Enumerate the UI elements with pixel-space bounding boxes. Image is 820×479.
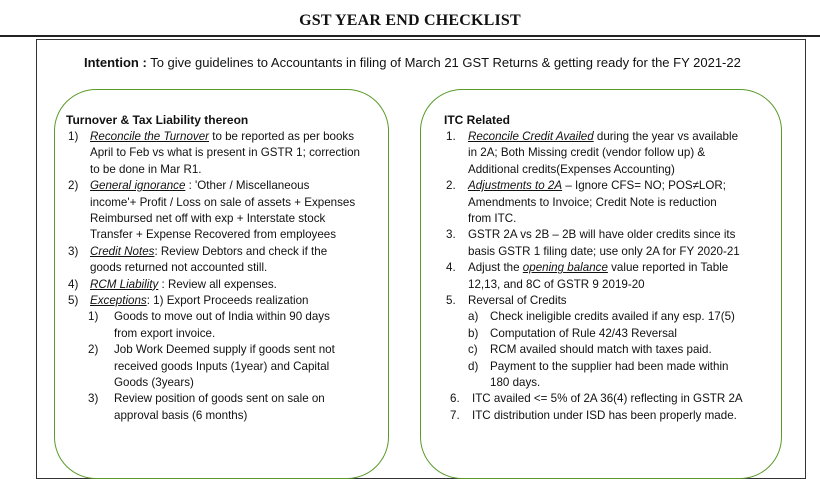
list-item-text [490, 309, 735, 325]
item-text: RCM availed should match with taxes paid. [490, 343, 712, 357]
list-item-text [90, 162, 202, 178]
item-text: April to Feb vs what is present in GSTR 1; correction [90, 146, 360, 160]
item-text: value reported in Table [607, 261, 729, 275]
intention-statement [84, 55, 784, 70]
intention-text: To give guidelines to Accountants in filing of March 21 GST Returns & getting ready for the FY 2021-22 [146, 55, 741, 70]
list-item-text [90, 211, 325, 227]
underlined-term: General ignorance [90, 179, 186, 193]
list-item-number: b) [468, 326, 479, 340]
list-item-text [90, 129, 354, 145]
item-text: 180 days. [490, 376, 541, 389]
list-item-number: 1. [446, 130, 456, 143]
list-item-text [114, 408, 247, 424]
item-text: 12,13, and 8C of GSTR 9 2019-20 [468, 277, 645, 291]
item-text: during the year vs available [593, 130, 739, 143]
item-text: goods returned not accounted still. [90, 261, 268, 275]
underlined-term: Reconcile the Turnover [90, 130, 209, 143]
list-item-number: 6. [450, 392, 460, 406]
item-text: Amendments to Invoice; Credit Note is reduction [468, 195, 717, 209]
item-text: Adjust the [468, 261, 523, 275]
item-text: from ITC. [468, 212, 517, 225]
item-text: Goods to move out of India within 90 days [114, 310, 330, 324]
list-item-text [468, 244, 740, 260]
list-item-number: 1) [88, 310, 99, 324]
list-item-number: a) [468, 310, 479, 324]
list-item-text [490, 326, 677, 342]
list-item-text [468, 178, 726, 194]
list-item-text [90, 227, 336, 243]
item-text: Job Work Deemed supply if goods sent not [114, 343, 335, 357]
list-item-number: 5) [68, 294, 79, 307]
item-text: : Review all expenses. [158, 277, 277, 291]
item-text: Payment to the supplier had been made within [490, 359, 729, 373]
list-item-text [468, 293, 567, 309]
title-divider [0, 35, 820, 37]
list-item-text [90, 244, 327, 260]
item-text: Additional credits(Expenses Accounting) [468, 162, 675, 176]
list-item-number: c) [468, 343, 478, 357]
list-item-text [472, 408, 737, 424]
list-item-text [90, 277, 277, 293]
item-text: Goods (3years) [114, 376, 194, 389]
list-item-text [468, 260, 728, 276]
item-text: Review position of goods sent on sale on [114, 392, 325, 406]
underlined-term: Exceptions [90, 294, 147, 307]
item-text: ITC availed <= 5% of 2A 36(4) reflecting in GSTR 2A [472, 392, 743, 406]
item-text: to be done in Mar R1. [90, 162, 202, 176]
list-item-text [472, 391, 743, 407]
item-text: Computation of Rule 42/43 Reversal [490, 326, 677, 340]
list-item-number: 3) [88, 392, 99, 406]
list-item-number: 2) [68, 179, 79, 193]
list-item-text [468, 195, 717, 211]
list-item-number: 4. [446, 261, 456, 275]
list-item-text [114, 342, 335, 358]
page-title: GST YEAR END CHECKLIST [299, 12, 521, 29]
list-item-number: 4) [68, 277, 79, 291]
item-text: from export invoice. [114, 326, 216, 340]
list-item-text [490, 375, 540, 391]
list-item-text [468, 227, 735, 243]
item-text: : 1) Export Proceeds realization [146, 294, 309, 307]
item-text: GSTR 2A vs 2B – 2B will have older credits since its [468, 228, 736, 242]
item-text: Reimbursed net off with exp + Interstate stock [90, 212, 326, 225]
itc-heading: ITC Related [444, 113, 511, 127]
underlined-term: Credit Notes [90, 244, 155, 258]
list-item-text [490, 359, 728, 375]
list-item-text [490, 342, 712, 358]
underlined-term: opening balance [522, 261, 608, 275]
list-item-number: 3. [446, 228, 456, 242]
item-text: : Review Debtors and check if the [154, 244, 328, 258]
item-text: in 2A; Both Missing credit (vendor follow up) & [468, 146, 706, 160]
list-item-text [90, 145, 360, 161]
list-item-number: 2. [446, 179, 456, 193]
item-text: Check ineligible credits availed if any esp. 17(5) [490, 310, 735, 324]
list-item-number: 3) [68, 244, 79, 258]
list-item-number: 5. [446, 294, 456, 307]
list-item-number: 2) [88, 343, 99, 357]
list-item-text [468, 211, 516, 227]
underlined-term: Reconcile Credit Availed [468, 130, 594, 143]
underlined-term: Adjustments to 2A [468, 179, 563, 193]
turnover-heading: Turnover & Tax Liability thereon [66, 113, 249, 127]
item-text: – Ignore CFS= NO; POS≠LOR; [562, 179, 726, 193]
list-item-text [468, 145, 705, 161]
item-text: income'+ Profit / Loss on sale of assets + Expenses [90, 195, 356, 209]
list-item-text [90, 195, 355, 211]
item-text: basis GSTR 1 filing date; use only 2A for FY 2020-21 [468, 244, 740, 258]
item-text: received goods Inputs (1year) and Capital [114, 359, 330, 373]
list-item-text [90, 260, 267, 276]
list-item-text [468, 277, 645, 293]
item-text: approval basis (6 months) [114, 408, 248, 422]
list-item-text [114, 309, 330, 325]
list-item-number: d) [468, 359, 479, 373]
underlined-term: RCM Liability [90, 277, 159, 291]
list-item-text [468, 129, 738, 145]
item-text: Transfer + Expense Recovered from employees [90, 228, 337, 242]
item-text: ITC distribution under ISD has been properly made. [472, 408, 737, 422]
item-text: to be reported as per books [209, 130, 355, 143]
list-item-text [114, 375, 194, 391]
list-item-text [114, 359, 329, 375]
item-text: : 'Other / Miscellaneous [185, 179, 310, 193]
list-item-text [90, 293, 308, 309]
item-text: Reversal of Credits [468, 294, 567, 307]
list-item-number: 7. [450, 408, 460, 422]
list-item-text [90, 178, 309, 194]
list-item-text [468, 162, 675, 178]
list-item-text [114, 391, 325, 407]
list-item-number: 1) [68, 130, 79, 143]
intention-label: Intention : [84, 55, 147, 70]
list-item-text [114, 326, 215, 342]
